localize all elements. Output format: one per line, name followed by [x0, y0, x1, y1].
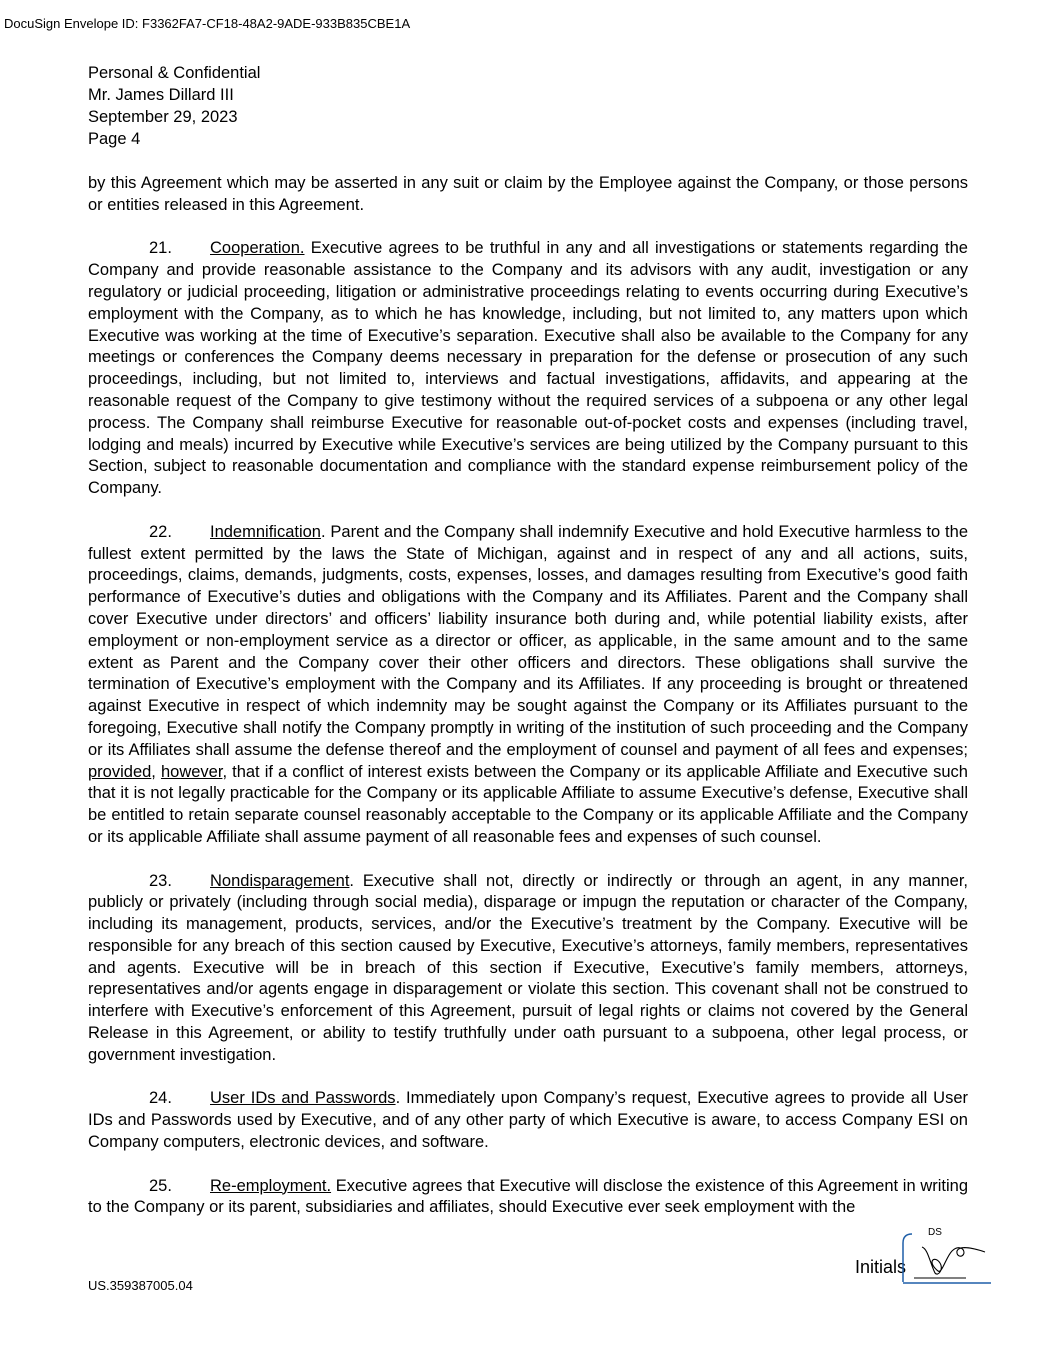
section-text: . Parent and the Company shall indemnify Executive and hold Executive harmless to the fullest extent permitted by the laws the State of Michigan, against and in respect of any and all actions, suits, proceedings, claims, demands, judgments, costs, expenses, losses, and damages resulting from Executive’s good faith performance of Executive’s duties and obligations with the Company and its Affiliates. Parent and the Company shall cover Executive under directors’ and officers’ liability insurance both during and, while potential liability exists, after employment or non-employment service as a director or officer, as applicable, in the same amount and to the same extent as Parent and the Company cover their other officers and directors. These obligations shall survive the termination of Executive’s employment with the Company and its Affiliates. If any proceeding is brought or threatened against Executive in respect of which indemnity may be sought against the Company or its Affiliates pursuant to the foregoing, Executive shall notify the Company promptly in writing of the institution of such proceeding and the Company or its Affiliates shall assume the defense thereof and the employment of counsel and payment of all fees and expenses;: [88, 522, 968, 759]
section-21-cooperation: [88, 238, 968, 500]
provided-term: provided: [88, 762, 152, 781]
section-text: . Executive shall not, directly or indirectly or through an agent, in any manner, publicly or privately (including through social media), disparage or impugn the reputation or character of the Company, including its management, products, services, and/or the Executive’s treatment by the Company. Executive will be responsible for any breach of this section caused by Executive, Executive’s attorneys, family members, representatives and agents. Executive will be in breach of this section if Executive, Executive’s family members, attorneys, representatives and/or agents engage in disparagement or violate this section. This covenant shall not be construed to interfere with Executive’s enforcement of this Agreement, pursuit of legal rights or claims not covered by the General Release in this Agreement, or ability to testify truthfully under oath pursuant to a subpoena, other legal process, or government investigation.: [88, 871, 968, 1064]
header-confidential: Personal & Confidential: [88, 64, 261, 82]
section-23-nondisparagement: [88, 871, 968, 1067]
section-number: 25.: [149, 1176, 172, 1195]
section-text-sep: ,: [151, 762, 161, 781]
envelope-id: DocuSign Envelope ID: F3362FA7-CF18-48A2-9ADE-933B835CBE1A: [4, 16, 411, 31]
letter-header: [88, 62, 260, 150]
section-title: User IDs and Passwords: [210, 1089, 396, 1108]
section-title: Nondisparagement: [210, 871, 350, 890]
section-text: Executive agrees that Executive will disclose the existence of this Agreement in writing to the Company or its parent, subsidiaries and affiliates, should Executive ever seek employment with the: [88, 1176, 968, 1217]
section-number: 22.: [149, 522, 172, 541]
initials-signature-icon: [902, 1233, 992, 1285]
section-text: Executive agrees to be truthful in any and all investigations or statements regarding the Company and provide reasonable assistance to the Company and its advisors with any audit, investigation or any regulatory or judicial proceeding, litigation or administrative proceedings relating to events occurring during Executive’s employment with the Company, as to which he has knowledge, including, but not limited to, any matters upon which Executive was working at the time of Executive’s separation. Executive shall also be available to the Company for any meetings or conferences the Company deems necessary in preparation for the defense or prosecution of any such proceedings, including, but not limited to, interviews and factual investigations, affidavits, and appearing at the reasonable request of the Company to give testimony without the required services of a subpoena or any other legal process. The Company shall reimburse Executive for reasonable out-of-pocket costs and expenses (including travel, lodging and meals) incurred by Executive while Executive’s services are being utilized by the Company pursuant to this Section, subject to reasonable documentation and compliance with the standard expense reimbursement policy of the Company.: [88, 239, 968, 498]
docusign-initials-field[interactable]: [902, 1227, 992, 1285]
section-24-user-ids: [88, 1088, 968, 1153]
intro-paragraph: by this Agreement which may be asserted in any suit or claim by the Employee against the Company, or those persons or entities released in this Agreement.: [88, 174, 968, 214]
header-page: Page 4: [88, 130, 141, 148]
document-id: US.359387005.04: [88, 1278, 193, 1293]
section-title: Re-employment.: [210, 1176, 332, 1195]
section-number: 24.: [149, 1089, 172, 1108]
section-title: Indemnification: [210, 522, 321, 541]
document-body: [88, 173, 968, 1241]
section-25-re-employment: [88, 1176, 968, 1220]
section-number: 21.: [149, 239, 172, 258]
section-title: Cooperation.: [210, 239, 305, 258]
section-text-cont: , that if a conflict of interest exists between the Company or its applicable Affiliate and Executive such that it is not legally practicable for the Company or its applicable Affiliate to assume Executive’s defense, Executive shall be entitled to retain separate counsel reasonably acceptable to the Company or its applicable Affiliate and the Company or its applicable Affiliate shall assume payment of all reasonable fees and expenses of such counsel.: [88, 762, 968, 846]
section-22-indemnification: [88, 522, 968, 849]
header-date: September 29, 2023: [88, 108, 238, 126]
section-number: 23.: [149, 871, 172, 890]
initials-label: Initials: [855, 1257, 907, 1277]
header-recipient: Mr. James Dillard III: [88, 86, 234, 104]
ds-label: DS: [928, 1227, 942, 1238]
however-term: however: [160, 762, 223, 781]
section-text: . Immediately upon Company’s request, Executive agrees to provide all User IDs and Passwords used by Executive, and of any other party of which Executive is aware, to access Company ESI on Company computers, electronic devices, and software.: [88, 1089, 968, 1152]
